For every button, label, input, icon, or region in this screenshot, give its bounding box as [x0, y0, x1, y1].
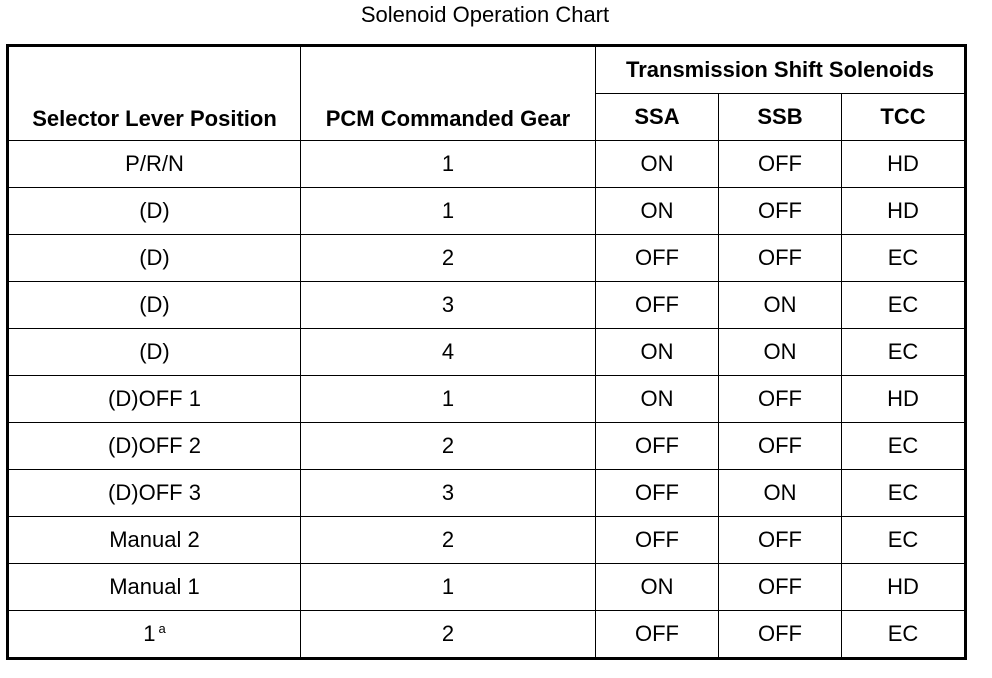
header-pcm-commanded-gear: PCM Commanded Gear: [301, 46, 596, 141]
selector-position-text: (D): [139, 292, 170, 317]
cell-selector-position: [8, 188, 301, 235]
cell-selector-position: [8, 564, 301, 611]
table-row: [8, 470, 966, 517]
solenoid-operation-table: [6, 44, 967, 660]
footnote-marker: a: [158, 621, 166, 636]
cell-commanded-gear: 2: [301, 423, 596, 470]
cell-tcc: EC: [842, 517, 966, 564]
cell-tcc: HD: [842, 141, 966, 188]
cell-ssb: ON: [719, 329, 842, 376]
cell-ssa: OFF: [596, 611, 719, 659]
cell-tcc: EC: [842, 282, 966, 329]
cell-selector-position: [8, 329, 301, 376]
cell-ssb: OFF: [719, 235, 842, 282]
selector-position-text: P/R/N: [125, 151, 184, 176]
cell-ssb: ON: [719, 470, 842, 517]
cell-ssb: OFF: [719, 611, 842, 659]
cell-ssa: ON: [596, 376, 719, 423]
cell-selector-position: [8, 376, 301, 423]
table-row: [8, 423, 966, 470]
table-row: [8, 611, 966, 659]
cell-commanded-gear: 1: [301, 564, 596, 611]
cell-ssa: OFF: [596, 517, 719, 564]
cell-commanded-gear: 1: [301, 188, 596, 235]
cell-ssa: ON: [596, 188, 719, 235]
table-row: [8, 235, 966, 282]
cell-ssb: OFF: [719, 423, 842, 470]
selector-position-text: (D): [139, 339, 170, 364]
cell-selector-position: [8, 282, 301, 329]
header-row-group: [8, 46, 966, 94]
table-row: [8, 141, 966, 188]
cell-commanded-gear: 1: [301, 141, 596, 188]
cell-commanded-gear: 2: [301, 611, 596, 659]
cell-commanded-gear: 4: [301, 329, 596, 376]
cell-ssa: OFF: [596, 470, 719, 517]
selector-position-text: Manual 2: [109, 527, 200, 552]
cell-ssa: ON: [596, 329, 719, 376]
cell-tcc: HD: [842, 188, 966, 235]
cell-ssa: OFF: [596, 282, 719, 329]
cell-tcc: EC: [842, 329, 966, 376]
cell-commanded-gear: 3: [301, 282, 596, 329]
chart-title: Solenoid Operation Chart: [360, 2, 610, 27]
header-tcc: TCC: [842, 94, 966, 141]
cell-tcc: EC: [842, 423, 966, 470]
cell-ssb: OFF: [719, 141, 842, 188]
header-ssb: SSB: [719, 94, 842, 141]
selector-position-text: (D)OFF 2: [108, 433, 201, 458]
cell-tcc: HD: [842, 376, 966, 423]
cell-selector-position: [8, 611, 301, 659]
table-row: [8, 282, 966, 329]
cell-ssa: ON: [596, 141, 719, 188]
table-row: [8, 517, 966, 564]
table-row: [8, 188, 966, 235]
header-ssa: SSA: [596, 94, 719, 141]
cell-selector-position: [8, 517, 301, 564]
cell-tcc: HD: [842, 564, 966, 611]
table-header: [8, 46, 966, 141]
cell-selector-position: [8, 423, 301, 470]
cell-tcc: EC: [842, 611, 966, 659]
cell-commanded-gear: 2: [301, 235, 596, 282]
selector-position-text: Manual 1: [109, 574, 200, 599]
cell-tcc: EC: [842, 470, 966, 517]
table-row: [8, 376, 966, 423]
cell-ssb: ON: [719, 282, 842, 329]
selector-position-text: (D): [139, 198, 170, 223]
cell-selector-position: [8, 470, 301, 517]
table-body: [8, 141, 966, 659]
cell-ssa: OFF: [596, 235, 719, 282]
header-transmission-shift-solenoids: Transmission Shift Solenoids: [596, 46, 966, 94]
cell-ssa: ON: [596, 564, 719, 611]
table-row: [8, 564, 966, 611]
cell-ssb: OFF: [719, 517, 842, 564]
cell-selector-position: [8, 235, 301, 282]
cell-commanded-gear: 3: [301, 470, 596, 517]
cell-commanded-gear: 1: [301, 376, 596, 423]
cell-ssa: OFF: [596, 423, 719, 470]
table-row: [8, 329, 966, 376]
selector-position-text: (D)OFF 1: [108, 386, 201, 411]
cell-selector-position: [8, 141, 301, 188]
cell-ssb: OFF: [719, 188, 842, 235]
selector-position-text: (D): [139, 245, 170, 270]
selector-position-text: (D)OFF 3: [108, 480, 201, 505]
cell-commanded-gear: 2: [301, 517, 596, 564]
selector-position-text: 1: [143, 621, 156, 646]
cell-ssb: OFF: [719, 564, 842, 611]
cell-tcc: EC: [842, 235, 966, 282]
cell-ssb: OFF: [719, 376, 842, 423]
header-selector-lever-position: Selector Lever Position: [8, 46, 301, 141]
